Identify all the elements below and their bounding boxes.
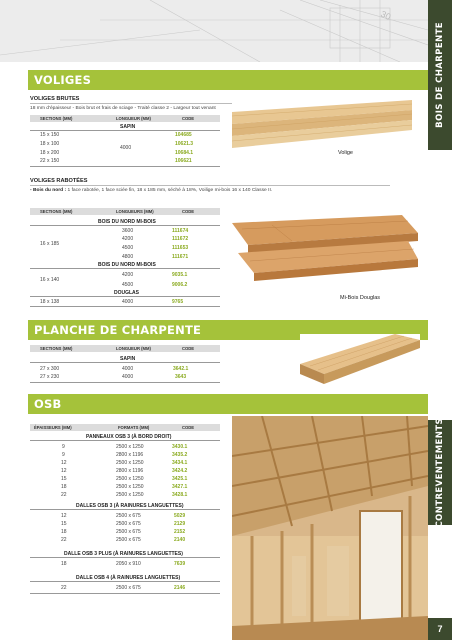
table-cell-code: 111653 xyxy=(172,245,189,251)
table-cell-code: 111672 xyxy=(172,236,189,242)
table-cell-section: 16 x 140 xyxy=(40,277,60,283)
table-cell-length: 3600 xyxy=(122,228,134,234)
section-banner-osb: OSB xyxy=(28,394,428,414)
group-label: PANNEAUX OSB 3 (À BORD DROIT) xyxy=(86,434,172,440)
table-cell-code: 111671 xyxy=(172,254,189,260)
table-cell-code: 3427.1 xyxy=(172,484,188,490)
table-cell-code: 5029 xyxy=(174,513,186,519)
divider xyxy=(30,581,220,582)
table-cell-code: 2152 xyxy=(174,529,186,535)
table-cell-length: 4500 xyxy=(122,245,134,251)
table-cell-format: 2500 x 1250 xyxy=(116,444,144,450)
table-cell-length: 4000 xyxy=(122,299,134,305)
group-label-sapin: SAPIN xyxy=(120,356,136,362)
divider xyxy=(30,593,220,594)
table-cell-format: 2050 x 910 xyxy=(116,561,141,567)
subheading-voliges-brutes: VOLIGES BRUTES xyxy=(30,96,80,102)
col-header-code: CODE xyxy=(182,209,195,215)
table-cell-code: 10621.3 xyxy=(175,141,194,147)
table-cell-length: 4000 xyxy=(122,374,134,380)
tab-bois-de-charpente[interactable]: BOIS DE CHARPENTE xyxy=(428,0,452,150)
table-cell-thickness: 9 xyxy=(62,444,65,450)
table-cell-code: 9035.1 xyxy=(172,272,188,278)
table-cell-code: 3424.2 xyxy=(172,468,188,474)
table-cell-thickness: 22 xyxy=(61,492,67,498)
table-cell-thickness: 18 xyxy=(61,561,67,567)
table-cell-section: 18 x 100 xyxy=(40,141,60,147)
group-label: BOIS DU NORD MI-BOIS xyxy=(98,219,156,225)
description-voliges-brutes: 18 mm d'épaisseur - Bois brut et frais de sciage - Traité classe 2 - Largeur tout venant xyxy=(30,106,216,111)
divider xyxy=(30,382,220,383)
table-cell-section: 18 x 138 xyxy=(40,299,60,305)
table-cell-format: 2500 x 1250 xyxy=(116,484,144,490)
table-cell-thickness: 12 xyxy=(61,468,67,474)
table-cell-format: 2800 x 1196 xyxy=(116,452,144,458)
divider xyxy=(30,185,390,186)
table-cell-section: 15 x 150 xyxy=(40,132,60,138)
col-header-code: CODE xyxy=(182,346,195,352)
divider xyxy=(30,306,220,307)
table-cell-format: 2500 x 675 xyxy=(116,585,141,591)
table-cell-length: 4200 xyxy=(122,272,134,278)
table-cell-format: 2500 x 675 xyxy=(116,529,141,535)
header-architectural-image xyxy=(0,0,428,62)
divider xyxy=(30,296,220,297)
table-header-voliges-brutes xyxy=(30,115,220,122)
divider xyxy=(30,225,220,226)
table-cell-length: 4000 xyxy=(120,145,132,151)
table-cell-code: 3642.1 xyxy=(173,366,189,372)
table-cell-code: 111674 xyxy=(172,228,189,234)
photo-caption-volige: Volige xyxy=(338,150,353,156)
divider xyxy=(30,166,220,167)
group-label-sapin: SAPIN xyxy=(120,124,136,130)
col-header-sections: SECTIONS (MM) xyxy=(40,346,73,352)
table-cell-code: 2129 xyxy=(174,521,186,527)
table-cell-section: 27 x 230 xyxy=(40,374,60,380)
table-header-planche xyxy=(30,345,220,352)
table-cell-length: 4800 xyxy=(122,254,134,260)
divider xyxy=(30,268,220,269)
table-cell-code: 9765 xyxy=(172,299,184,305)
table-cell-code: 104685 xyxy=(175,132,192,138)
table-cell-format: 2500 x 675 xyxy=(116,513,141,519)
photo-osb-construction xyxy=(232,416,428,640)
table-cell-format: 2500 x 675 xyxy=(116,537,141,543)
divider xyxy=(30,362,220,363)
col-header-formats: FORMATS (MM) xyxy=(118,425,150,431)
table-cell-code: 2146 xyxy=(174,585,186,591)
table-cell-length: 4000 xyxy=(122,366,134,372)
photo-planche-de-charpente xyxy=(300,334,420,386)
table-cell-format: 2500 x 1250 xyxy=(116,460,144,466)
divider xyxy=(30,130,220,131)
table-cell-thickness: 12 xyxy=(61,513,67,519)
table-cell-thickness: 15 xyxy=(61,476,67,482)
col-header-code: CODE xyxy=(182,425,195,431)
table-cell-code: 7639 xyxy=(174,561,186,567)
photo-volige xyxy=(232,100,412,152)
table-cell-code: 2140 xyxy=(174,537,186,543)
section-banner-voliges: VOLIGES xyxy=(28,70,428,90)
col-header-longueur: LONGUEUR (MM) xyxy=(116,346,151,352)
table-cell-section: 16 x 185 xyxy=(40,241,60,247)
group-label: DOUGLAS xyxy=(114,290,139,296)
table-cell-thickness: 12 xyxy=(61,460,67,466)
table-cell-format: 2500 x 1250 xyxy=(116,492,144,498)
table-cell-thickness: 22 xyxy=(61,585,67,591)
group-label: DALLE OSB 3 PLUS (À RAINURES LANGUETTES) xyxy=(64,551,183,557)
photo-caption-mi-bois-douglas: Mi-Bois Douglas xyxy=(340,295,381,301)
group-label: DALLES OSB 3 (À RAINURES LANGUETTES) xyxy=(76,503,184,509)
subheading-voliges-rabotees: VOLIGES RABOTÉES xyxy=(30,178,88,184)
col-header-sections: SECTIONS (MM) xyxy=(40,116,73,122)
table-header-osb xyxy=(30,424,220,431)
table-cell-format: 2500 x 675 xyxy=(116,521,141,527)
table-cell-code: 3643 xyxy=(175,374,187,380)
section-banner-planche: PLANCHE DE CHARPENTE xyxy=(28,320,428,340)
divider xyxy=(30,509,220,510)
table-cell-section: 27 x 300 xyxy=(40,366,60,372)
table-cell-format: 2800 x 1196 xyxy=(116,468,144,474)
table-cell-section: 18 x 200 xyxy=(40,150,60,156)
table-cell-code: 3430.1 xyxy=(172,444,188,450)
table-cell-thickness: 22 xyxy=(61,537,67,543)
table-cell-code: 106621 xyxy=(175,158,192,164)
col-header-sections: SECTIONS (MM) xyxy=(40,209,73,215)
table-cell-thickness: 18 xyxy=(61,484,67,490)
group-label: BOIS DU NORD MI-BOIS xyxy=(98,262,156,268)
divider xyxy=(30,557,220,558)
table-cell-code: 3435.2 xyxy=(172,452,188,458)
table-cell-thickness: 15 xyxy=(61,521,67,527)
col-header-code: CODE xyxy=(182,116,195,122)
col-header-epaisseurs: ÉPAISSEURS (MM) xyxy=(34,425,72,431)
svg-text:30: 30 xyxy=(379,8,393,23)
table-cell-code: 3428.1 xyxy=(172,492,188,498)
tab-contreventements[interactable]: CONTREVENTEMENTS xyxy=(428,420,452,525)
table-cell-length: 4200 xyxy=(122,236,134,242)
table-header-voliges-rabotees xyxy=(30,208,220,215)
page-number: 7 xyxy=(428,618,452,640)
group-label: DALLE OSB 4 (À RAINURES LANGUETTES) xyxy=(76,575,181,581)
table-cell-code: 3434.1 xyxy=(172,460,188,466)
table-cell-thickness: 18 xyxy=(61,529,67,535)
table-cell-code: 9006.2 xyxy=(172,282,188,288)
table-cell-code: 10684.1 xyxy=(175,150,194,156)
table-cell-section: 22 x 150 xyxy=(40,158,60,164)
table-cell-thickness: 9 xyxy=(62,452,65,458)
col-header-longueur: LONGUEUR (MM) xyxy=(116,116,151,122)
col-header-longueurs: LONGUEURS (MM) xyxy=(116,209,154,215)
table-cell-format: 2500 x 1250 xyxy=(116,476,144,482)
description-voliges-rabotees: - Bois du nord : 1 face rabotée, 1 face sciée fin, 18 x 185 mm, séché à 18%, Voilige mi-bois 16 x 140 Classe II. xyxy=(30,188,273,193)
divider xyxy=(30,440,220,441)
photo-mi-bois-douglas xyxy=(232,215,418,290)
table-cell-length: 4500 xyxy=(122,282,134,288)
table-cell-code: 3425.1 xyxy=(172,476,188,482)
